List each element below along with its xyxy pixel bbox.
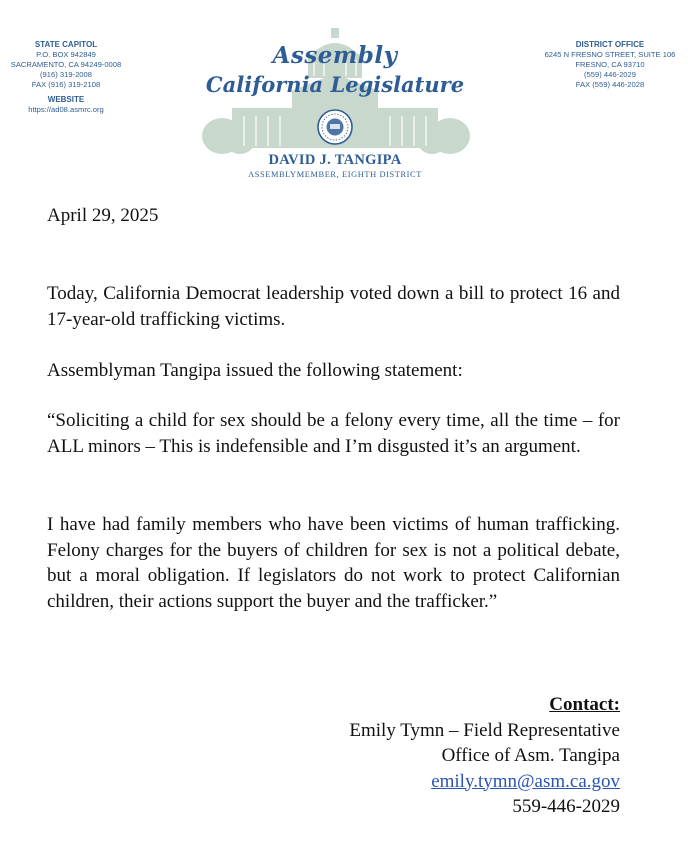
website-label: WEBSITE xyxy=(47,95,85,104)
district-office-address xyxy=(528,40,692,90)
state-capitol-label: STATE CAPITOL xyxy=(34,40,98,49)
state-capitol-phone: (916) 319-2008 xyxy=(40,70,92,79)
contact-office: Office of Asm. Tangipa xyxy=(441,745,620,766)
website-link[interactable]: https://ad08.asmrc.org xyxy=(28,105,104,114)
contact-phone: 559-446-2029 xyxy=(512,796,620,817)
paragraph-announcement: Today, California Democrat leadership voted down a bill to protect 16 and 17-year-old trafficking victims. xyxy=(47,283,620,330)
assembly-wordmark: Assembly xyxy=(272,42,398,69)
letterhead-seal xyxy=(200,28,470,188)
state-capitol-fax: FAX (916) 319-2108 xyxy=(31,80,101,89)
district-office-phone: (559) 446-2029 xyxy=(584,70,636,79)
paragraph-quote-part-1: “Soliciting a child for sex should be a felony every time, all the time – for ALL minors – This is indefensible and I’m disgusted it’s an argument. xyxy=(47,410,620,457)
district-office-city: FRESNO, CA 93710 xyxy=(575,60,645,69)
contact-email-link[interactable]: emily.tymn@asm.ca.gov xyxy=(431,770,620,792)
state-capitol-address xyxy=(0,40,132,115)
letter-date: April 29, 2025 xyxy=(47,205,159,226)
state-seal-icon xyxy=(318,110,352,144)
assemblymember-name: DAVID J. TANGIPA xyxy=(268,152,402,168)
district-office-street: 6245 N FRESNO STREET, SUITE 106 xyxy=(544,50,676,59)
california-legislature-wordmark: California Legislature xyxy=(205,72,465,97)
district-office-label: DISTRICT OFFICE xyxy=(575,40,645,49)
state-capitol-city: SACRAMENTO, CA 94249-0008 xyxy=(10,60,122,69)
district-office-fax: FAX (559) 446-2028 xyxy=(575,80,645,89)
contact-heading: Contact: xyxy=(549,694,620,715)
assemblymember-title: ASSEMBLYMEMBER, EIGHTH DISTRICT xyxy=(248,170,422,179)
paragraph-statement-intro: Assemblyman Tangipa issued the following statement: xyxy=(47,360,463,381)
paragraph-quote-part-2: I have had family members who have been victims of human trafficking. Felony charges for the buyers of children for sex is not a political debate, but a moral obligation. If legislators do not work to protect Californian children, their actions support the buyer and the trafficker.” xyxy=(47,514,620,612)
state-capitol-po-box: P.O. BOX 942849 xyxy=(36,50,96,59)
contact-block xyxy=(349,692,620,820)
contact-name: Emily Tymn – Field Representative xyxy=(349,719,620,741)
